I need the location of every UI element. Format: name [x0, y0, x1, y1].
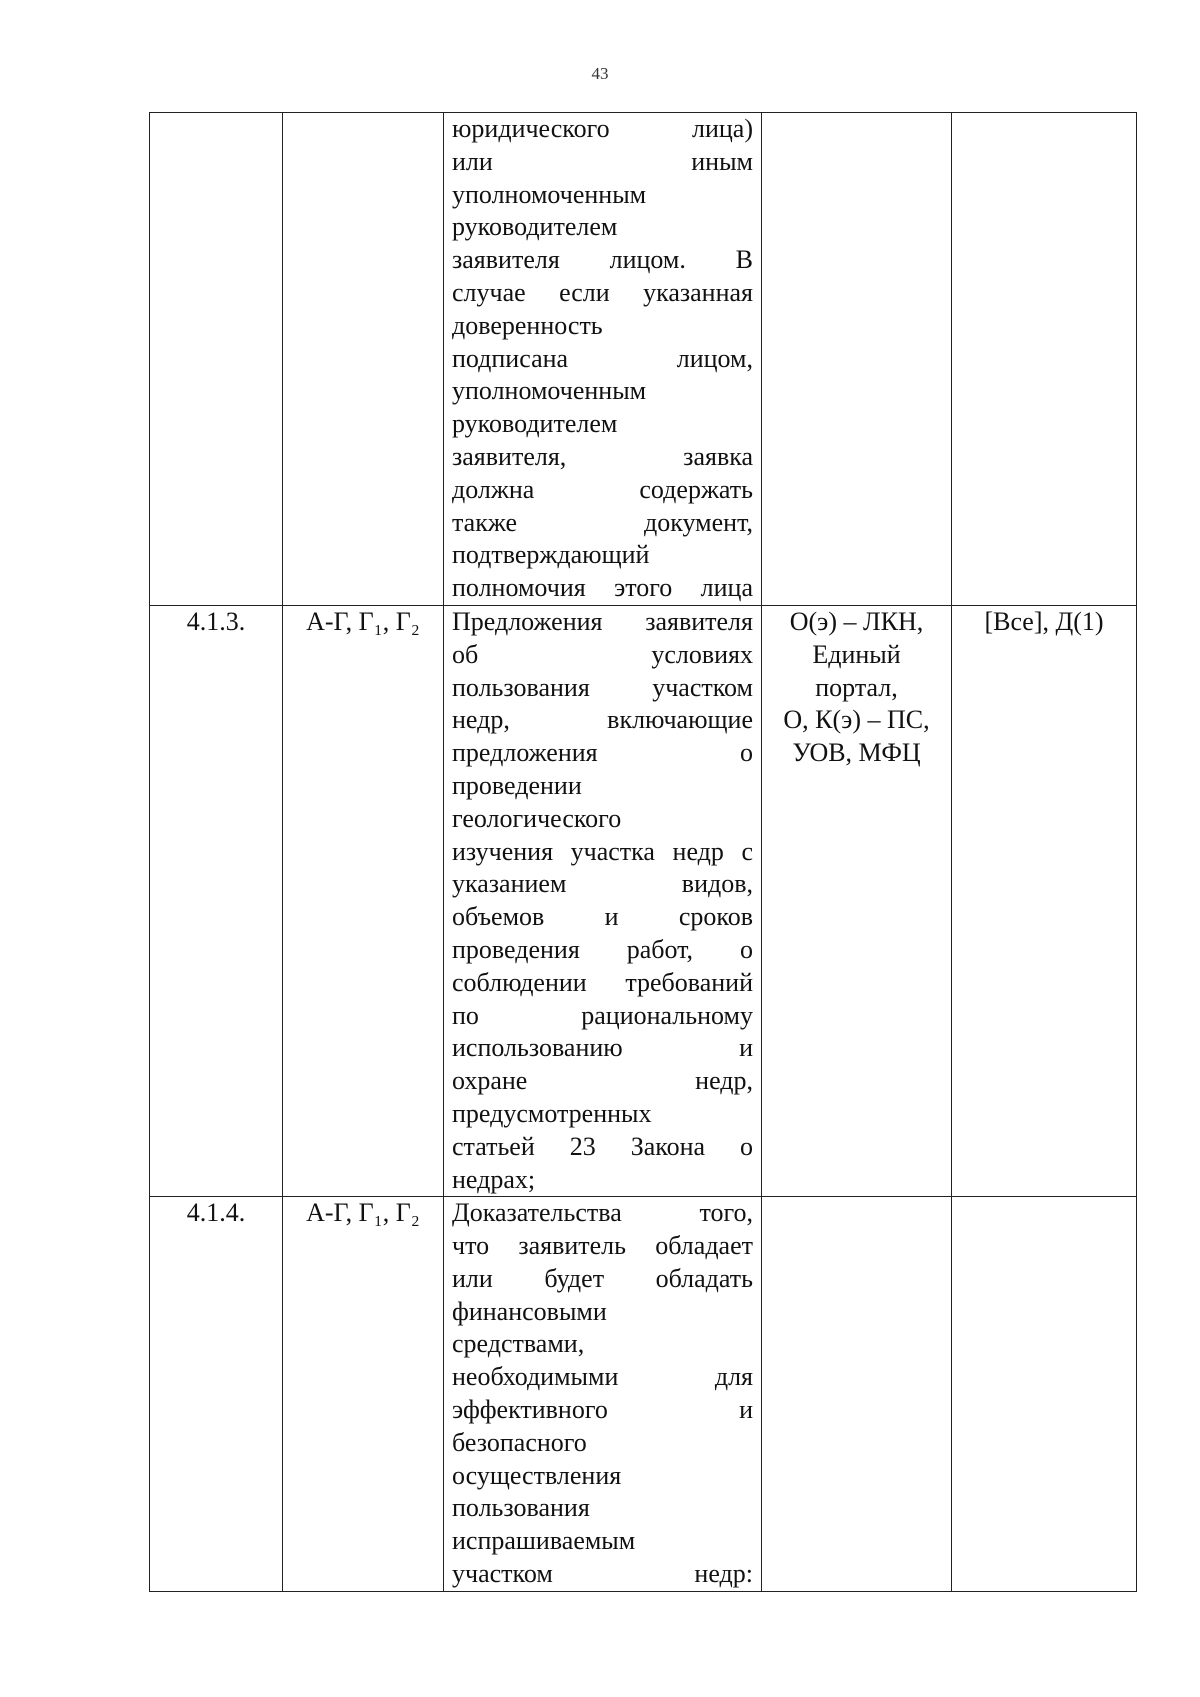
requirements-table: [149, 112, 1137, 1592]
description-line: испрашиваемым: [452, 1526, 636, 1556]
description-line: безопасного: [452, 1427, 587, 1457]
item-number-cell: 4.1.3.: [150, 605, 283, 1196]
item-number-cell: [150, 113, 283, 606]
description-line: по рациональному: [452, 1000, 753, 1030]
applicant-codes-cell: [283, 113, 444, 606]
requirement-cell: [952, 1197, 1137, 1592]
description-line: финансовыми: [452, 1296, 607, 1326]
description-line: предусмотренных: [452, 1098, 652, 1128]
description-line: эффективного и: [452, 1395, 753, 1425]
table-row: [150, 113, 1137, 606]
applicant-codes-cell: А-Г, Г₁, Г₂: [283, 1197, 444, 1592]
description-line: статьей 23 Закона о: [452, 1131, 753, 1161]
description-line: также документ,: [452, 507, 753, 537]
description-line: геологического: [452, 803, 622, 833]
item-number-cell: 4.1.4.: [150, 1197, 283, 1592]
description-line: подписана лицом,: [452, 343, 753, 373]
page-number: 43: [591, 64, 609, 83]
description-line: соблюдении требований: [452, 967, 753, 997]
channel-line: О, К(э) – ПС,: [783, 705, 930, 735]
description-line: недр, включающие: [452, 705, 753, 735]
description-line: пользования: [452, 1493, 590, 1523]
description-line: объемов и сроков: [452, 902, 753, 932]
description-line: недрах;: [452, 1164, 536, 1194]
description-line: уполномоченным: [452, 179, 647, 209]
table-row: [150, 605, 1137, 1196]
description-line: заявителя, заявка: [452, 441, 753, 471]
channel-line: портал,: [815, 672, 898, 702]
description-line: юридического лица): [452, 114, 753, 143]
requirement-cell: [952, 113, 1137, 606]
table-row: [150, 1197, 1137, 1592]
description-line: необходимыми для: [452, 1362, 753, 1392]
submission-channels-cell: [762, 1197, 952, 1592]
requirement-cell: [Все], Д(1): [952, 605, 1137, 1196]
channel-line: УОВ, МФЦ: [792, 738, 921, 768]
description-cell: [444, 1197, 762, 1592]
description-line: Доказательства того,: [452, 1198, 753, 1228]
description-line: уполномоченным: [452, 376, 647, 406]
description-line: полномочия этого лица: [452, 573, 753, 603]
description-line: или будет обладать: [452, 1263, 753, 1293]
description-line: пользования участком: [452, 672, 753, 702]
description-line: заявителя лицом. В: [452, 245, 753, 275]
description-line: должна содержать: [452, 474, 753, 504]
description-line: руководителем: [452, 212, 618, 242]
description-line: что заявитель обладает: [452, 1231, 753, 1261]
description-line: изучения участка недр с: [452, 836, 753, 866]
description-line: случае если указанная: [452, 277, 753, 307]
description-line: средствами,: [452, 1329, 585, 1359]
submission-channels-cell: [762, 113, 952, 606]
submission-channels-cell: [762, 605, 952, 1196]
description-line: использованию и: [452, 1033, 753, 1063]
description-line: проведении: [452, 770, 582, 800]
description-line: доверенность: [452, 310, 603, 340]
description-line: предложения о: [452, 738, 753, 768]
description-line: осуществления: [452, 1460, 622, 1490]
description-line: руководителем: [452, 409, 618, 439]
channel-line: О(э) – ЛКН,: [789, 606, 924, 636]
description-line: участком недр:: [452, 1559, 753, 1589]
applicant-codes-cell: А-Г, Г₁, Г₂: [283, 605, 444, 1196]
description-line: или иным: [452, 146, 753, 176]
description-cell: [444, 113, 762, 606]
description-line: указанием видов,: [452, 869, 753, 899]
description-line: об условиях: [452, 639, 753, 669]
description-line: Предложения заявителя: [452, 606, 753, 636]
channel-line: Единый: [812, 639, 901, 669]
description-line: проведения работ, о: [452, 934, 753, 964]
description-line: охране недр,: [452, 1066, 753, 1096]
description-cell: [444, 605, 762, 1196]
description-line: подтверждающий: [452, 540, 650, 570]
